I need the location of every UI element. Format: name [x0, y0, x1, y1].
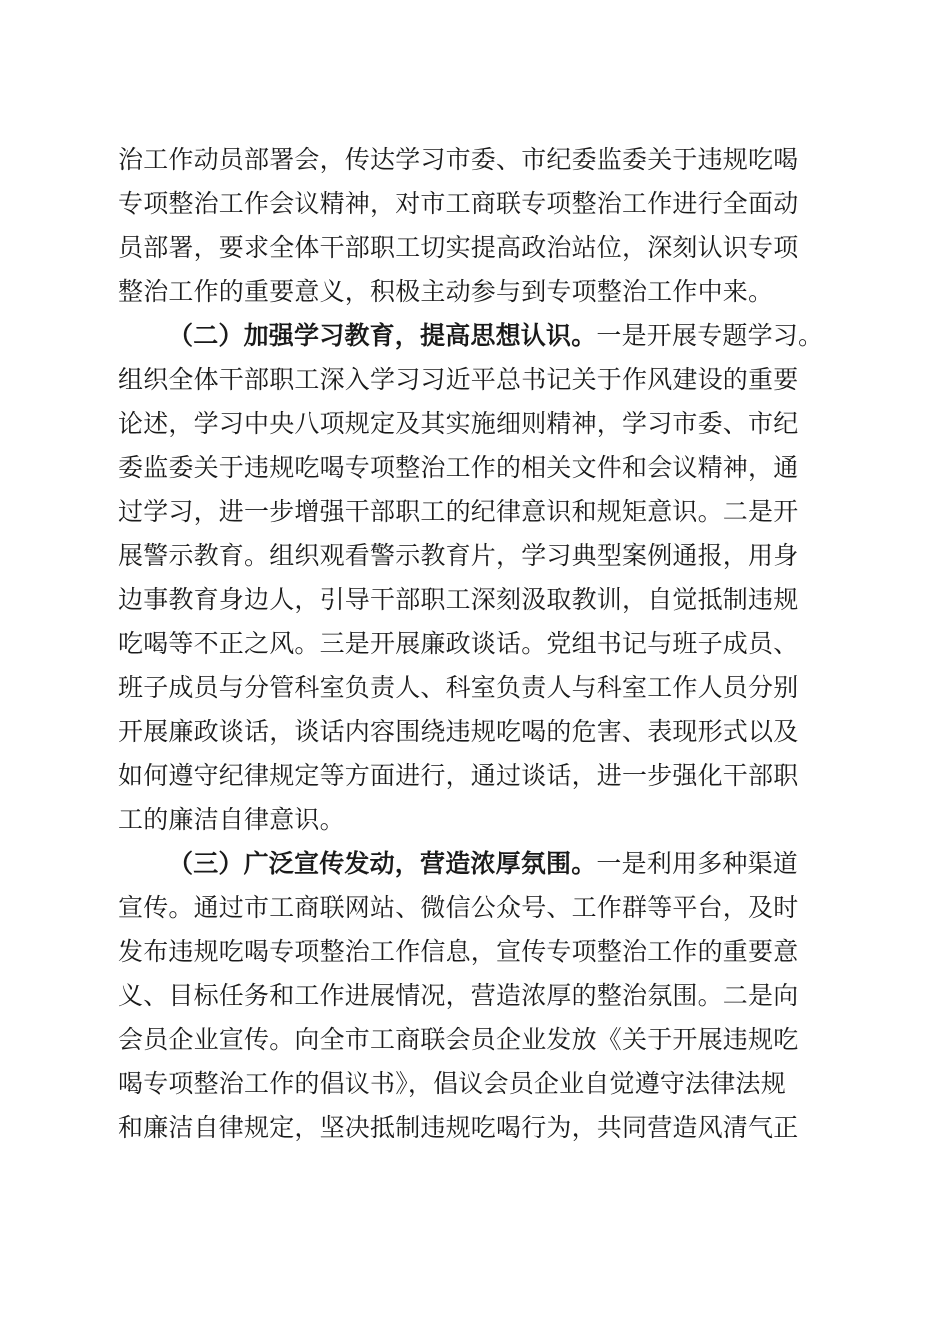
section-heading: （三）广泛宣传发动，营造浓厚氛围。: [168, 849, 597, 878]
line-text: 和廉洁自律规定，坚决抵制违规吃喝行为，共同营造风清气正: [118, 1113, 799, 1142]
line-text: 专项整治工作会议精神，对市工商联专项整治工作进行全面动: [118, 189, 799, 218]
line-text: 喝专项整治工作的倡议书》，倡议会员企业自觉遵守法律法规: [118, 1069, 786, 1098]
text-line: [118, 842, 838, 886]
line-text: 展警示教育。组织观看警示教育片，学习典型案例通报，用身: [118, 541, 799, 570]
line-text: 边事教育身边人，引导干部职工深刻汲取教训，自觉抵制违规: [118, 585, 799, 614]
text-line: [118, 446, 838, 490]
text-line: [118, 138, 838, 182]
line-text: 论述，学习中央八项规定及其实施细则精神，学习市委、市纪: [118, 409, 799, 438]
line-text: 员部署，要求全体干部职工切实提高政治站位，深刻认识专项: [118, 233, 799, 262]
line-text: 组织全体干部职工深入学习习近平总书记关于作风建设的重要: [118, 365, 799, 394]
line-text: 会员企业宣传。向全市工商联会员企业发放《关于开展违规吃: [118, 1025, 799, 1054]
text-line: [118, 226, 838, 270]
text-line: [118, 402, 838, 446]
text-line: [118, 358, 838, 402]
line-text: 发布违规吃喝专项整治工作信息，宣传专项整治工作的重要意: [118, 937, 799, 966]
line-text: 义、目标任务和工作进展情况，营造浓厚的整治氛围。二是向: [118, 981, 799, 1010]
text-line: [118, 314, 838, 358]
text-line: [118, 886, 838, 930]
line-text: 开展廉政谈话，谈话内容围绕违规吃喝的危害、表现形式以及: [118, 717, 799, 746]
line-text-continued: 一是利用多种渠道: [596, 849, 799, 878]
line-text: 工的廉洁自律意识。: [118, 805, 345, 834]
text-line: [118, 622, 838, 666]
line-text: 如何遵守纪律规定等方面进行，通过谈话，进一步强化干部职: [118, 761, 799, 790]
line-text: 整治工作的重要意义，积极主动参与到专项整治工作中来。: [118, 277, 774, 306]
text-line: [118, 182, 838, 226]
line-text: 委监委关于违规吃喝专项整治工作的相关文件和会议精神，通: [118, 453, 799, 482]
text-line: [118, 534, 838, 578]
line-text: 过学习，进一步增强干部职工的纪律意识和规矩意识。二是开: [118, 497, 799, 526]
text-line: [118, 1106, 838, 1150]
text-line: [118, 666, 838, 710]
text-line: [118, 930, 838, 974]
text-line: [118, 1018, 838, 1062]
text-line: [118, 578, 838, 622]
text-line: [118, 974, 838, 1018]
text-line: [118, 1062, 838, 1106]
text-line: [118, 710, 838, 754]
section-heading: （二）加强学习教育，提高思想认识。: [168, 321, 597, 350]
line-text: 宣传。通过市工商联网站、微信公众号、工作群等平台，及时: [118, 893, 799, 922]
text-line: [118, 754, 838, 798]
line-text: 吃喝等不正之风。三是开展廉政谈话。党组书记与班子成员、: [118, 629, 799, 658]
line-text: 班子成员与分管科室负责人、科室负责人与科室工作人员分别: [118, 673, 799, 702]
text-line: [118, 270, 838, 314]
body-text: [118, 138, 838, 1150]
text-line: [118, 798, 838, 842]
text-line: [118, 490, 838, 534]
line-text-continued: 一是开展专题学习。: [596, 321, 824, 350]
line-text: 治工作动员部署会，传达学习市委、市纪委监委关于违规吃喝: [118, 145, 799, 174]
